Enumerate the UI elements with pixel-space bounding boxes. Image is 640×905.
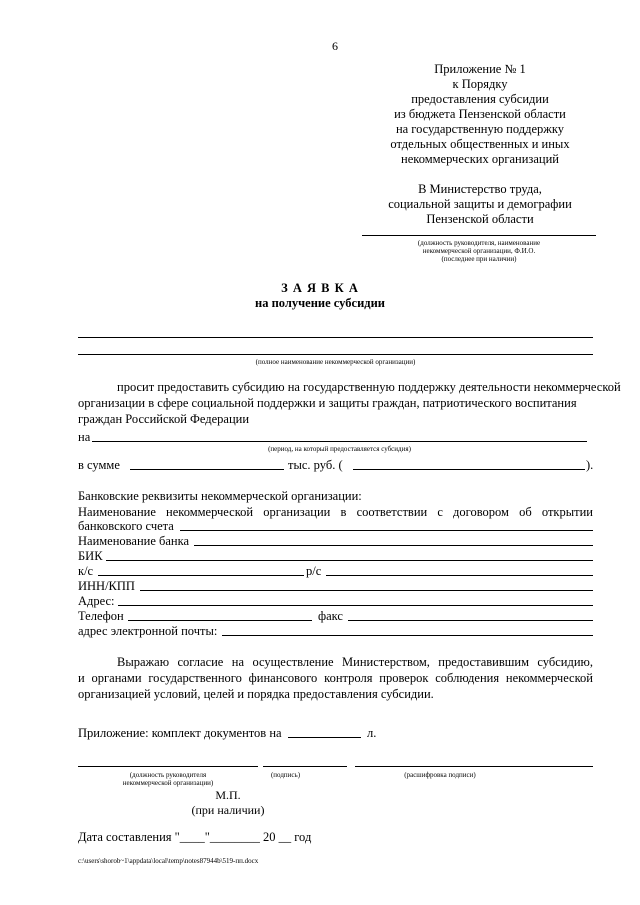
- bank-name-field[interactable]: [194, 545, 593, 546]
- date-prefix: Дата составления ": [78, 830, 180, 844]
- date-year-field[interactable]: __: [278, 830, 292, 844]
- document-title: З А Я В К А: [281, 281, 359, 295]
- fax-field[interactable]: [348, 620, 593, 621]
- signature-note: (подпись): [270, 771, 301, 779]
- date-line: [78, 830, 311, 845]
- bank-contract-line-1: Наименование некоммерческой организации в соответствии с договором об открытии: [78, 505, 593, 519]
- seal-note: (при наличии): [191, 803, 265, 817]
- date-suffix: год: [294, 830, 312, 844]
- ks-label: к/с: [78, 564, 94, 578]
- date-day-field[interactable]: ____: [179, 830, 205, 844]
- email-field[interactable]: [222, 635, 593, 636]
- attachment-pages-field[interactable]: [288, 737, 361, 738]
- signature-field[interactable]: [263, 766, 347, 767]
- addressee-note: [362, 239, 596, 263]
- consent-line-1: Выражаю согласие на осуществление Министерством, предоставившим субсидию,: [117, 655, 593, 669]
- document-subtitle: на получение субсидии: [255, 296, 385, 310]
- inn-kpp-field[interactable]: [140, 590, 593, 591]
- date-year-prefix: 20: [262, 830, 276, 844]
- addressee-note-line: некоммерческой организации, Ф.И.О.: [422, 247, 536, 255]
- phone-label: Телефон: [78, 609, 124, 623]
- attachment-suffix: л.: [367, 726, 377, 740]
- email-label: адрес электронной почты:: [78, 624, 218, 638]
- ks-field[interactable]: [98, 575, 304, 576]
- position-note-line: (должность руководителя: [129, 771, 207, 779]
- amount-label: в сумме: [78, 458, 120, 472]
- phone-field[interactable]: [128, 620, 312, 621]
- amount-words-field[interactable]: [353, 469, 585, 470]
- rs-field[interactable]: [326, 575, 593, 576]
- appendix-line: из бюджета Пензенской области: [394, 107, 566, 121]
- request-line-2: организации в сфере социальной поддержки и защиты граждан, патриотического воспитания: [78, 396, 577, 410]
- amount-suffix: ).: [586, 458, 594, 472]
- period-field[interactable]: [92, 441, 587, 442]
- appendix-line: к Порядку: [452, 77, 508, 91]
- date-month-field[interactable]: ________: [209, 830, 260, 844]
- consent-line-2: и органами государственного финансового контроля проверок соблюдения некоммерческой: [78, 671, 593, 685]
- transcript-note: (расшифровка подписи): [404, 771, 476, 779]
- period-label: на: [78, 430, 91, 444]
- seal-label: М.П.: [215, 788, 241, 802]
- appendix-line: отдельных общественных и иных: [390, 137, 570, 151]
- addressee-line: Пензенской области: [426, 212, 534, 226]
- bik-label: БИК: [78, 549, 103, 563]
- date-quote: ": [204, 830, 210, 844]
- org-name-field-2[interactable]: [78, 354, 593, 355]
- transcript-field[interactable]: [355, 766, 593, 767]
- addressee-line: социальной защиты и демографии: [388, 197, 572, 211]
- amount-field[interactable]: [130, 469, 284, 470]
- bank-account-field[interactable]: [180, 530, 593, 531]
- fax-label: факс: [318, 609, 343, 623]
- inn-kpp-label: ИНН/КПП: [78, 579, 135, 593]
- position-note: [78, 771, 258, 787]
- rs-label: р/с: [306, 564, 322, 578]
- amount-unit: тыс. руб. (: [288, 458, 343, 472]
- appendix-line: некоммерческих организаций: [401, 152, 559, 166]
- address-label: Адрес:: [78, 594, 115, 608]
- addressee-underline[interactable]: [362, 235, 596, 236]
- position-signature-field[interactable]: [78, 766, 258, 767]
- addressee-note-line: (должность руководителя, наименование: [417, 239, 541, 247]
- bank-heading: Банковские реквизиты некоммерческой организации:: [78, 489, 362, 503]
- org-name-note: (полное наименование некоммерческой организации): [255, 358, 416, 366]
- addressee-note-line: (последнее при наличии): [441, 255, 517, 263]
- appendix-line: на государственную поддержку: [395, 122, 565, 136]
- attachment-label: Приложение: комплект документов на: [78, 726, 282, 740]
- appendix-block: [360, 62, 600, 167]
- bik-field[interactable]: [106, 560, 593, 561]
- footer-file-path: c:\users\shorob~1\appdata\local\temp\notes87944b\519-пп.docx: [78, 857, 259, 865]
- bank-name-label: Наименование банка: [78, 534, 190, 548]
- page-number: 6: [332, 39, 338, 53]
- position-note-line: некоммерческой организации): [122, 779, 214, 787]
- request-line-3: граждан Российской Федерации: [78, 412, 250, 426]
- addressee-block: [360, 182, 600, 227]
- org-name-field-1[interactable]: [78, 337, 593, 338]
- addressee-line: В Министерство труда,: [418, 182, 542, 196]
- consent-line-3: организацией условий, целей и порядка предоставления субсидии.: [78, 687, 434, 701]
- address-field[interactable]: [118, 605, 593, 606]
- appendix-line: Приложение № 1: [434, 62, 526, 76]
- period-note: (период, на который предоставляется субсидия): [268, 445, 411, 453]
- bank-account-label: банковского счета: [78, 519, 174, 533]
- request-line-1: просит предоставить субсидию на государственную поддержку деятельности некоммерческой: [117, 380, 621, 394]
- appendix-line: предоставления субсидии: [411, 92, 549, 106]
